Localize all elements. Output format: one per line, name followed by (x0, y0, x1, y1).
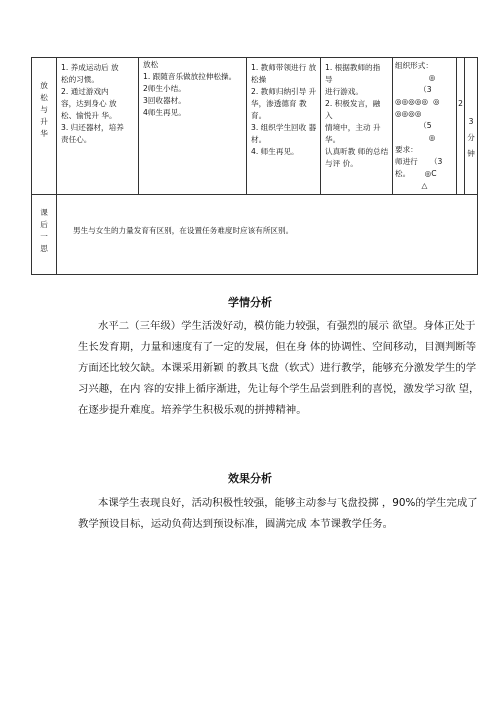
student-analysis-paragraph: 水平二（三年级）学生活泼好动，模仿能力较强，有强烈的展示 欲望。身体正处于生长发育期，力量和速度有了一定的发展，但在身 体的协调性、空间移动，目测判断等方面还比较欠缺。本课采用新颖 的教具飞盘（软式）进行教学，能够充分激发学生的学习兴趣，在内 容的安排上循序渐进，先让每个学生品尝到胜利的喜悦，激发学习欲 望，在逐步提升难度。培养学生积极乐观的拼搏精神。 (78, 320, 480, 416)
student-analysis-title: 学情分析 (228, 296, 272, 309)
organization-cell (393, 58, 457, 195)
effect-analysis-paragraph: 本课学生表现良好，活动积极性较强，能够主动参与飞盘投掷 ，90%的学生完成了教学预设目标，运动负荷达到预设标准，圆满完成 本节课教学任务。 (78, 497, 478, 530)
after-class-label-cell: 课 后 一 思 (32, 195, 57, 275)
teacher-activity-text: 1. 教师带领进行 放 松操 2. 教师归纳引导 升 华，渗透德育 教育。 3. 组织学生回收 器 材。 4. 师生再见。 (251, 63, 317, 156)
goals-cell (57, 58, 139, 195)
table-row-reflection (32, 195, 478, 275)
content-text: 放松 1. 跟随音乐做放拉伸松操。 2师生小结。 3回收器材。 4师生再见。 (143, 60, 237, 117)
table-row-relax (32, 58, 478, 195)
after-class-reflection-text: 男生与女生的力量发育有区别，在设置任务难度时应该有所区别。 (73, 226, 294, 235)
after-class-reflection-cell (57, 195, 478, 275)
count-cell (457, 58, 465, 195)
student-activity-cell (321, 58, 393, 195)
time-text: 3 分 钟 (467, 117, 475, 158)
organization-text: 组织形式： ◎ （3 ◎◎◎◎◎ ◎ ◎◎◎◎ （5 ◎ 要求： 师进行 （3 松。 ◎C △ (395, 61, 443, 190)
stage-label-cell: 放 松 与 升 华 (32, 58, 57, 195)
student-activity-text: 1. 根据教师的指 导 进行游戏。 2. 积极发言，融 入 情境中，主动 升华。 认真听教 师的总结 与评 价。 (325, 63, 389, 168)
effect-analysis-title: 效果分析 (228, 472, 272, 485)
lesson-plan-table (31, 57, 478, 275)
count-text: 2 (458, 99, 463, 108)
goals-text: 1. 养成运动后 放 松的习惯。 2. 通过游戏内 容，达到身心 放 松、愉悦升 华。 3. 归还器材，培养 责任心。 (61, 63, 124, 144)
content-cell (139, 58, 247, 195)
teacher-activity-cell (247, 58, 321, 195)
time-cell (465, 58, 478, 195)
